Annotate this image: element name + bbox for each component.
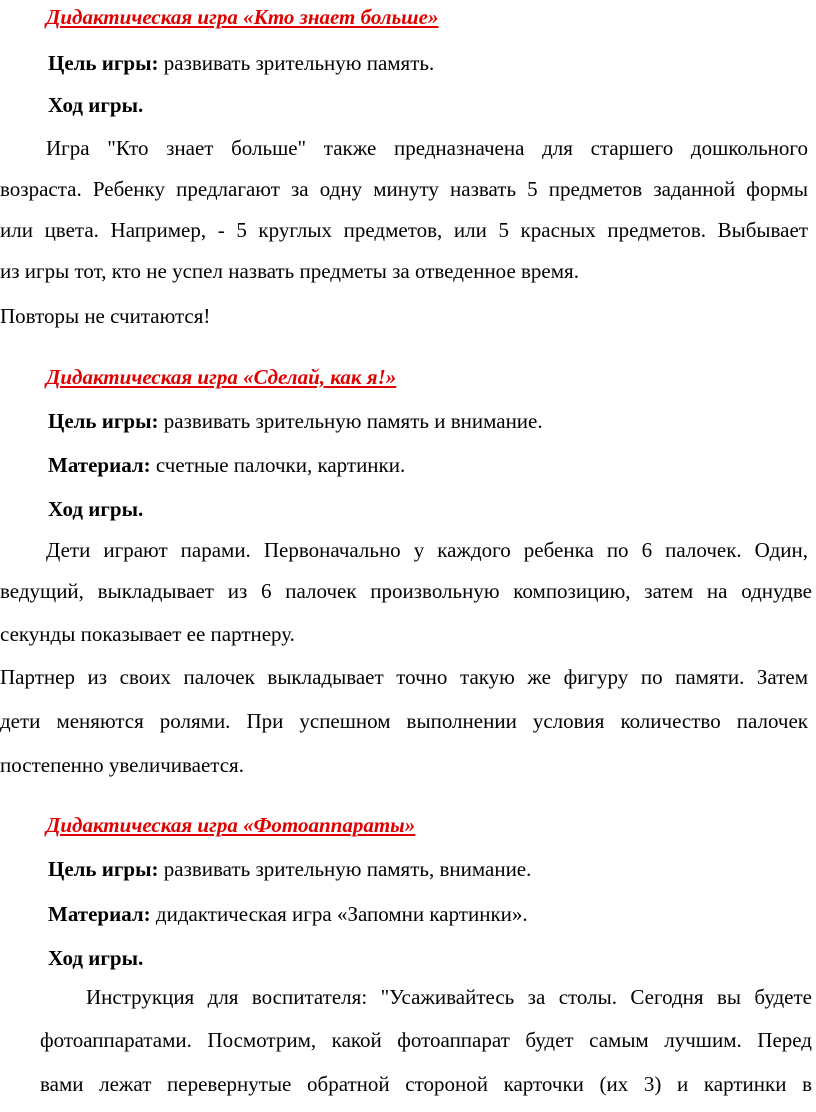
body-line: дети меняются ролями. При успешном выполнении условия количество палочек: [0, 709, 808, 733]
goal-text: развивать зрительную память, внимание.: [158, 857, 532, 881]
section-title: Дидактическая игра «Фотоаппараты»: [46, 813, 416, 837]
goal-text: развивать зрительную память и внимание.: [158, 409, 543, 433]
section-title: Дидактическая игра «Кто знает больше»: [46, 5, 439, 29]
body-line: вами лежат перевернутые обратной стороной карточки (их 3) и картинки в: [40, 1072, 812, 1096]
body-line: постепенно увеличивается.: [0, 753, 244, 777]
goal-label: Цель игры:: [48, 857, 159, 881]
goal-label: Цель игры:: [48, 51, 159, 75]
goal-text: развивать зрительную память.: [158, 51, 435, 75]
body-line: фотоаппаратами. Посмотрим, какой фотоаппарат будет самым лучшим. Перед: [40, 1028, 812, 1052]
move-label: Ход игры.: [48, 946, 144, 970]
goal-label: Цель игры:: [48, 409, 159, 433]
material-line: [48, 452, 405, 478]
body-line: Дети играют парами. Первоначально у каждого ребенка по 6 палочек. Один,: [46, 538, 808, 562]
material-text: счетные палочки, картинки.: [150, 453, 406, 477]
body-line: Игра "Кто знает больше" также предназначена для старшего дошкольного: [46, 136, 808, 160]
body-line: Партнер из своих палочек выкладывает точно такую же фигуру по памяти. Затем: [0, 665, 808, 689]
body-line: возраста. Ребенку предлагают за одну минуту назвать 5 предметов заданной формы: [0, 177, 808, 201]
body-line: Инструкция для воспитателя: "Усаживайтесь за столы. Сегодня вы будете: [86, 985, 812, 1009]
move-label: Ход игры.: [48, 93, 144, 117]
material-label: Материал:: [48, 453, 151, 477]
material-text: дидактическая игра «Запомни картинки».: [150, 902, 528, 926]
goal-line: [48, 856, 531, 882]
material-label: Материал:: [48, 902, 151, 926]
move-label: Ход игры.: [48, 497, 144, 521]
goal-line: [48, 50, 434, 76]
body-line: секунды показывает ее партнеру.: [0, 622, 295, 646]
body-line: из игры тот, кто не успел назвать предметы за отведенное время.: [0, 259, 579, 283]
body-line: или цвета. Например, - 5 круглых предметов, или 5 красных предметов. Выбывает: [0, 218, 808, 242]
body-line: ведущий, выкладывает из 6 палочек произвольную композицию, затем на однудве: [0, 579, 812, 603]
section-title: Дидактическая игра «Сделай, как я!»: [46, 365, 397, 389]
goal-line: [48, 408, 543, 434]
body-line: Повторы не считаются!: [0, 304, 211, 328]
material-line: [48, 901, 528, 927]
